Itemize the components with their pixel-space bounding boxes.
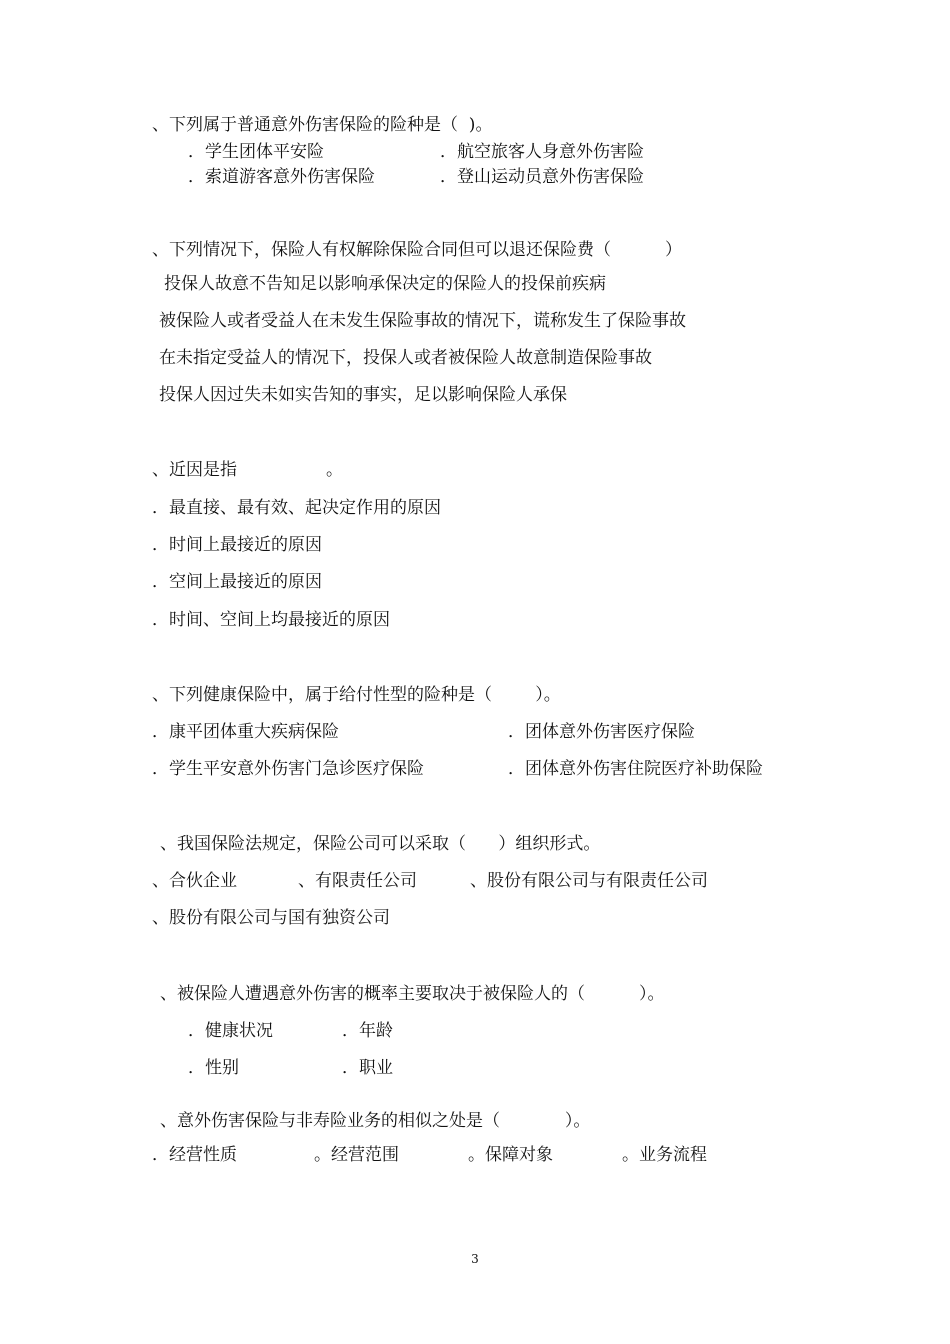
question-5-option-a: 、合伙企业 bbox=[152, 871, 237, 891]
question-3-option-c: ．空间上最接近的原因 bbox=[152, 572, 322, 592]
question-6-option-d: ．职业 bbox=[342, 1058, 393, 1078]
question-4-option-a: ．康平团体重大疾病保险 bbox=[152, 722, 339, 742]
question-3-stem-end: 。 bbox=[326, 460, 343, 480]
question-7-stem: 、意外伤害保险与非寿险业务的相似之处是（ ）。 bbox=[160, 1111, 591, 1131]
question-2-option-c: 在未指定受益人的情况下，投保人或者被保险人故意制造保险事故 bbox=[159, 348, 652, 368]
question-6-option-a: ．健康状况 bbox=[188, 1021, 273, 1041]
question-4-stem: 、下列健康保险中，属于给付性型的险种是（ ）。 bbox=[152, 685, 561, 705]
question-1-option-c: ．索道游客意外伤害保险 bbox=[188, 167, 375, 187]
question-3-stem: 、近因是指 bbox=[152, 460, 237, 480]
question-3-option-d: ．时间、空间上均最接近的原因 bbox=[152, 610, 390, 630]
question-1-stem: 、下列属于普通意外伤害保险的险种是（ )。 bbox=[152, 115, 493, 135]
question-4-option-c: ．学生平安意外伤害门急诊医疗保险 bbox=[152, 759, 424, 779]
question-5-stem: 、我国保险法规定，保险公司可以采取（ ）组织形式。 bbox=[160, 834, 601, 854]
question-2-option-a: 投保人故意不告知足以影响承保决定的保险人的投保前疾病 bbox=[164, 274, 606, 294]
question-4-option-d: ．团体意外伤害住院医疗补助保险 bbox=[508, 759, 763, 779]
question-1-option-d: ．登山运动员意外伤害保险 bbox=[440, 167, 644, 187]
question-5-option-d: 、股份有限公司与国有独资公司 bbox=[152, 908, 390, 928]
question-6-stem: 、被保险人遭遇意外伤害的概率主要取决于被保险人的（ ）。 bbox=[160, 984, 665, 1004]
question-4-option-b: ．团体意外伤害医疗保险 bbox=[508, 722, 695, 742]
question-3-option-a: ．最直接、最有效、起决定作用的原因 bbox=[152, 498, 441, 518]
question-6-option-b: ．年龄 bbox=[342, 1021, 393, 1041]
page-number: 3 bbox=[471, 1252, 479, 1266]
question-5-option-b: 、有限责任公司 bbox=[298, 871, 417, 891]
question-7-option-b: 。经营范围 bbox=[314, 1145, 399, 1165]
question-3-option-b: ．时间上最接近的原因 bbox=[152, 535, 322, 555]
question-7-option-a: ．经营性质 bbox=[152, 1145, 237, 1165]
question-7-option-d: 。业务流程 bbox=[622, 1145, 707, 1165]
question-1-option-a: ．学生团体平安险 bbox=[188, 142, 324, 162]
question-7-option-c: 。保障对象 bbox=[468, 1145, 553, 1165]
question-2-stem: 、下列情况下，保险人有权解除保险合同但可以退还保险费（ ） bbox=[152, 240, 683, 260]
question-2-option-b: 被保险人或者受益人在未发生保险事故的情况下，谎称发生了保险事故 bbox=[159, 311, 686, 331]
question-6-option-c: ．性别 bbox=[188, 1058, 239, 1078]
question-2-option-d: 投保人因过失未如实告知的事实，足以影响保险人承保 bbox=[159, 385, 567, 405]
question-1-option-b: ．航空旅客人身意外伤害险 bbox=[440, 142, 644, 162]
question-5-option-c: 、股份有限公司与有限责任公司 bbox=[470, 871, 708, 891]
